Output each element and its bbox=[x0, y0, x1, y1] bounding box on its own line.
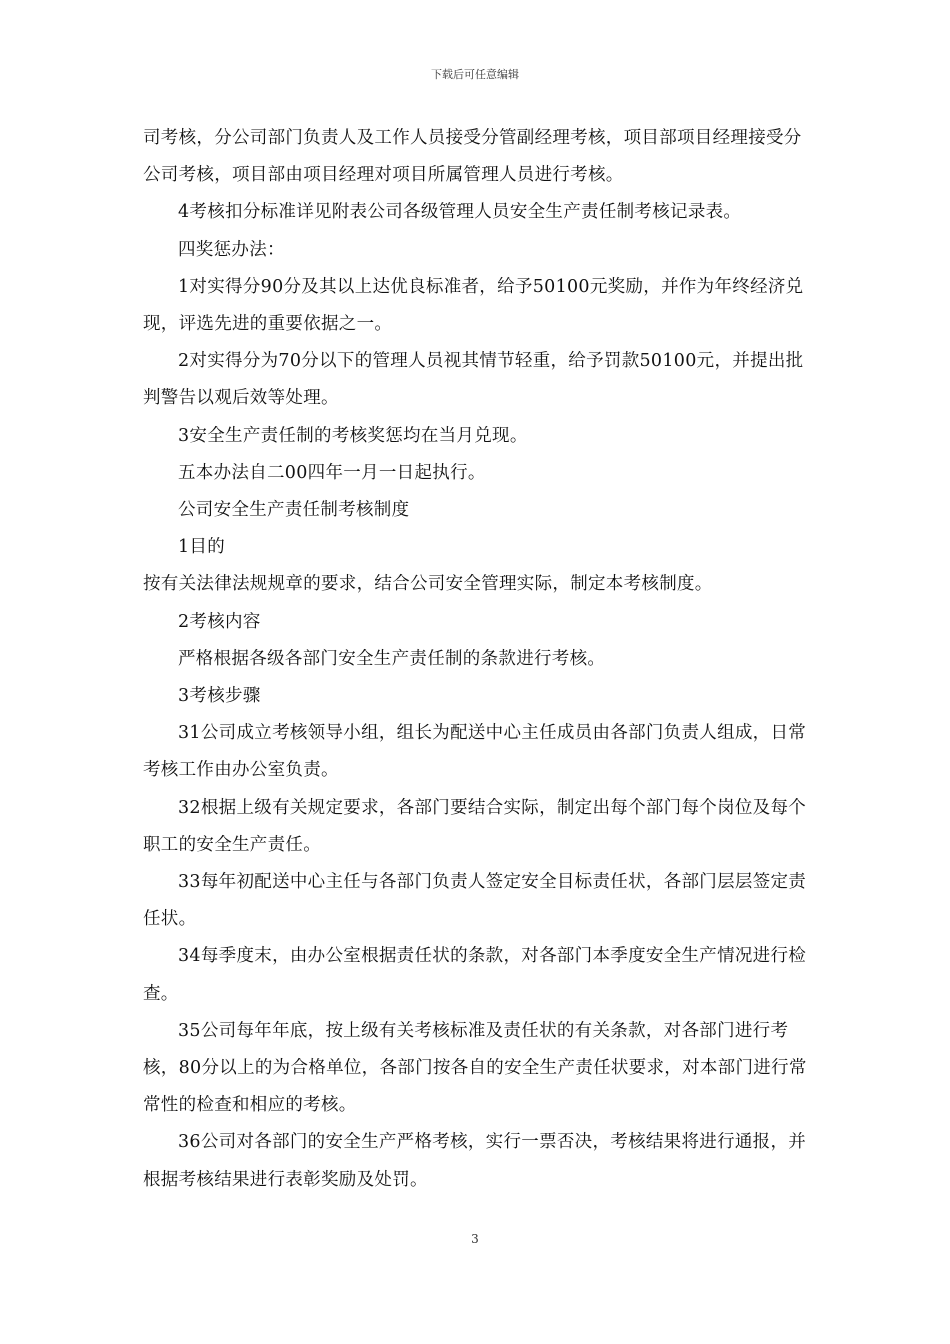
section-heading: 1目的 bbox=[178, 537, 226, 558]
paragraph: 1对实得分90分及其以上达优良标准者，给予50100元奖励，并作为年终经济兑现，评选先进的重要依据之一。 bbox=[143, 276, 804, 335]
section-heading: 3考核步骤 bbox=[178, 686, 261, 707]
paragraph: 司考核，分公司部门负责人及工作人员接受分管副经理考核，项目部项目经理接受分公司考核，项目部由项目经理对项目所属管理人员进行考核。 bbox=[143, 128, 802, 186]
paragraph: 36公司对各部门的安全生产严格考核，实行一票否决，考核结果将进行通报，并根据考核结果进行表彰奖励及处罚。 bbox=[143, 1132, 807, 1190]
section-heading: 四奖惩办法： bbox=[178, 239, 285, 260]
paragraph: 五本办法自二00四年一月一日起执行。 bbox=[178, 462, 486, 483]
paragraph: 2对实得分为70分以下的管理人员视其情节轻重，给予罚款50100元，并提出批判警告以观后效等处理。 bbox=[143, 351, 804, 409]
paragraph: 按有关法律法规规章的要求，结合公司安全管理实际，制定本考核制度。 bbox=[143, 574, 713, 595]
paragraph: 4考核扣分标准详见附表公司各级管理人员安全生产责任制考核记录表。 bbox=[178, 202, 742, 223]
paragraph: 3安全生产责任制的考核奖惩均在当月兑现。 bbox=[178, 425, 528, 446]
document-body bbox=[143, 120, 815, 1199]
page-number: 3 bbox=[471, 1232, 479, 1246]
paragraph: 34每季度末，由办公室根据责任状的条款，对各部门本季度安全生产情况进行检查。 bbox=[143, 946, 807, 1004]
section-heading: 2考核内容 bbox=[178, 611, 261, 632]
document-title: 公司安全生产责任制考核制度 bbox=[178, 500, 410, 521]
paragraph: 31公司成立考核领导小组，组长为配送中心主任成员由各部门负责人组成，日常考核工作由办公室负责。 bbox=[143, 723, 807, 781]
paragraph: 33每年初配送中心主任与各部门负责人签定安全目标责任状，各部门层层签定责任状。 bbox=[143, 872, 807, 930]
page-header: 下载后可任意编辑 bbox=[431, 68, 519, 81]
paragraph: 32根据上级有关规定要求，各部门要结合实际，制定出每个部门每个岗位及每个职工的安全生产责任。 bbox=[143, 797, 807, 855]
paragraph: 35公司每年年底，按上级有关考核标准及责任状的有关条款，对各部门进行考核，80分以上的为合格单位，各部门按各自的安全生产责任状要求，对本部门进行常常性的检查和相应的考核。 bbox=[143, 1020, 807, 1116]
paragraph: 严格根据各级各部门安全生产责任制的条款进行考核。 bbox=[178, 648, 606, 669]
